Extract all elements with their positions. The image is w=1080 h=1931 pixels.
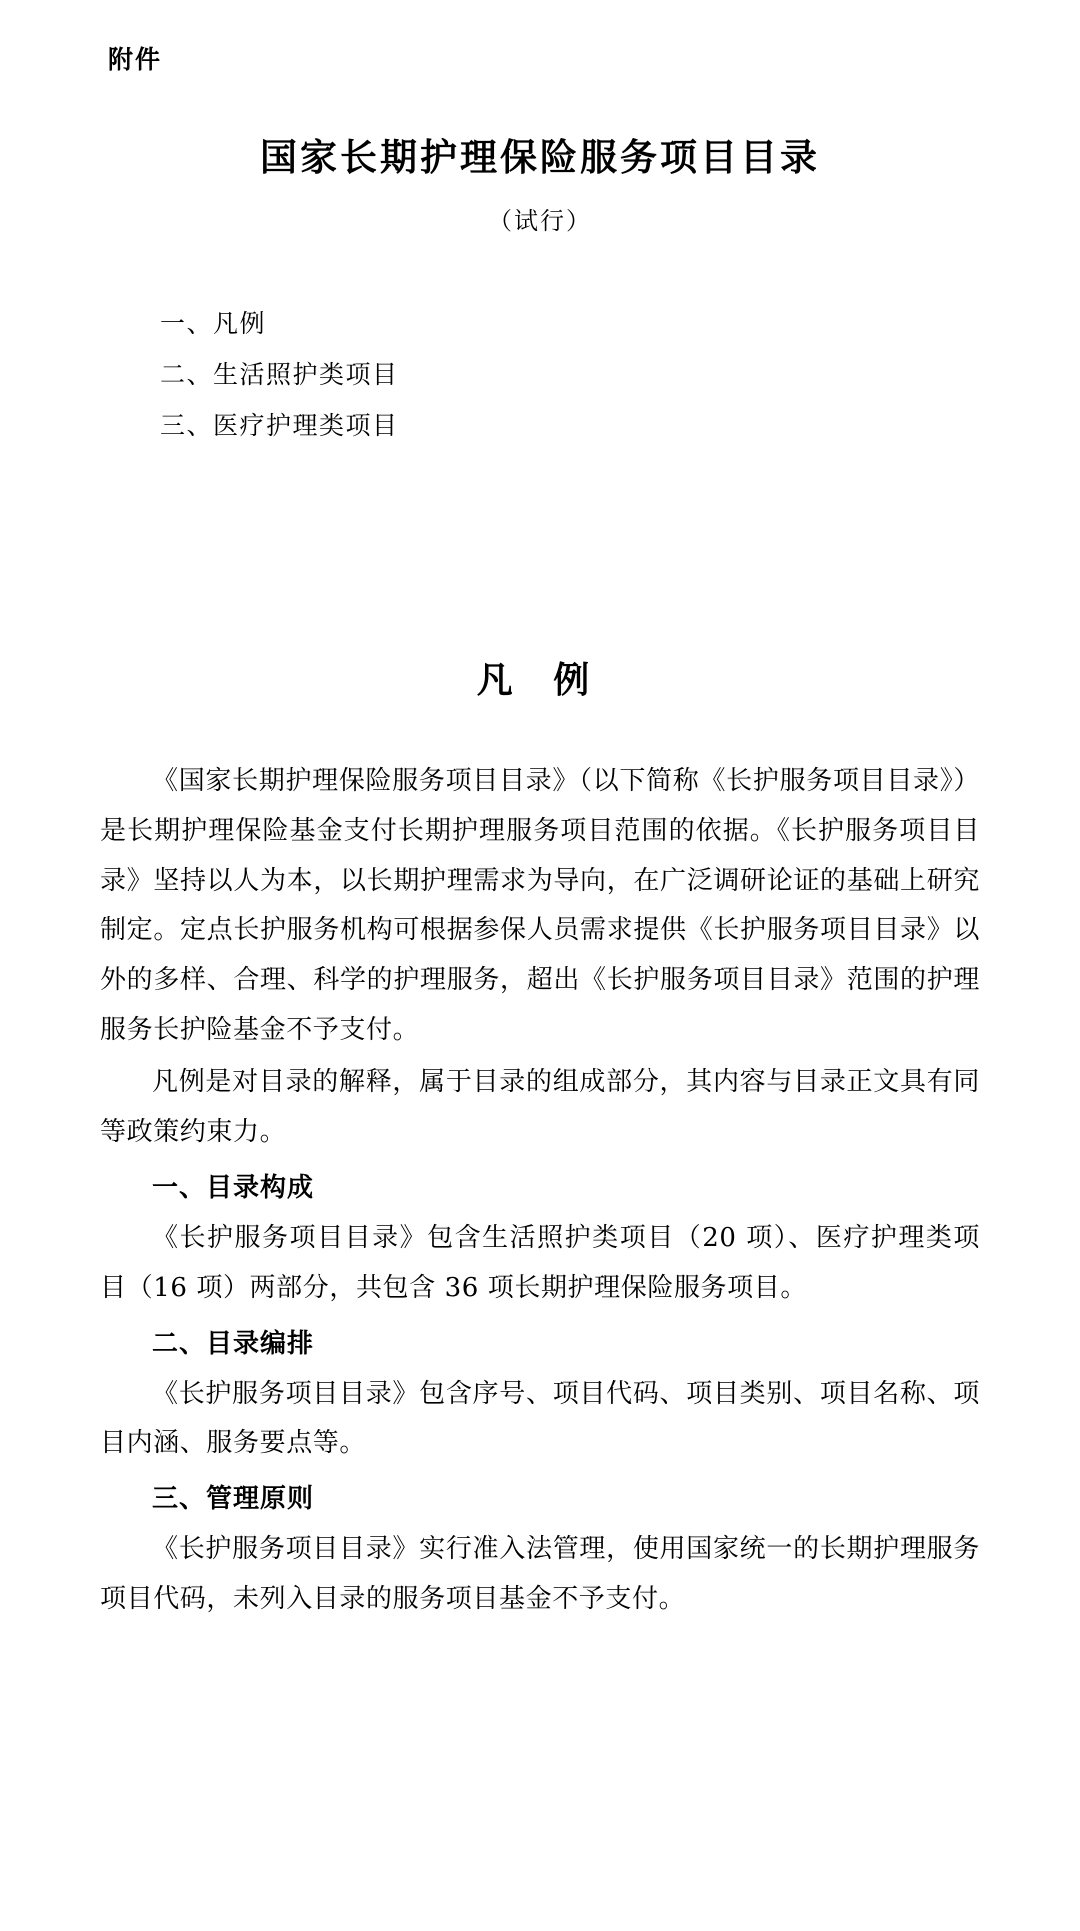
paragraph: 凡例是对目录的解释，属于目录的组成部分，其内容与目录正文具有同等政策约束力。 <box>100 1067 980 1148</box>
page-subtitle: （试行） <box>488 206 592 235</box>
toc-item: 一、凡例 <box>160 308 267 338</box>
subsection-heading: 三、管理原则 <box>152 1484 315 1515</box>
subsection-heading: 一、目录构成 <box>152 1172 315 1203</box>
section-heading: 凡 例 <box>476 658 604 701</box>
table-of-contents <box>100 298 980 452</box>
subsection-heading: 二、目录编排 <box>152 1328 315 1359</box>
section-body <box>100 757 980 1625</box>
attachment-label: 附件 <box>108 45 163 74</box>
page-title: 国家长期护理保险服务项目目录 <box>260 135 820 179</box>
toc-item: 二、生活照护类项目 <box>160 360 399 390</box>
paragraph: 《长护服务项目目录》实行准入法管理，使用国家统一的长期护理服务项目代码，未列入目录的服务项目基金不予支付。 <box>100 1534 980 1615</box>
paragraph: 《国家长期护理保险服务项目目录》（以下简称《长护服务项目目录》）是长期护理保险基金支付长期护理服务项目范围的依据。《长护服务项目目录》坚持以人为本，以长期护理需求为导向，在广泛调研论证的基础上研究制定。定点长护服务机构可根据参保人员需求提供《长护服务项目目录》以外的多样、合理、科学的护理服务，超出《长护服务项目目录》范围的护理服务长护险基金不予支付。 <box>100 765 980 1046</box>
paragraph: 《长护服务项目目录》包含生活照护类项目（20 项）、医疗护理类项目（16 项）两部分，共包含 36 项长期护理保险服务项目。 <box>100 1222 980 1303</box>
paragraph: 《长护服务项目目录》包含序号、项目代码、项目类别、项目名称、项目内涵、服务要点等。 <box>100 1378 980 1459</box>
toc-item: 三、医疗护理类项目 <box>160 411 399 441</box>
